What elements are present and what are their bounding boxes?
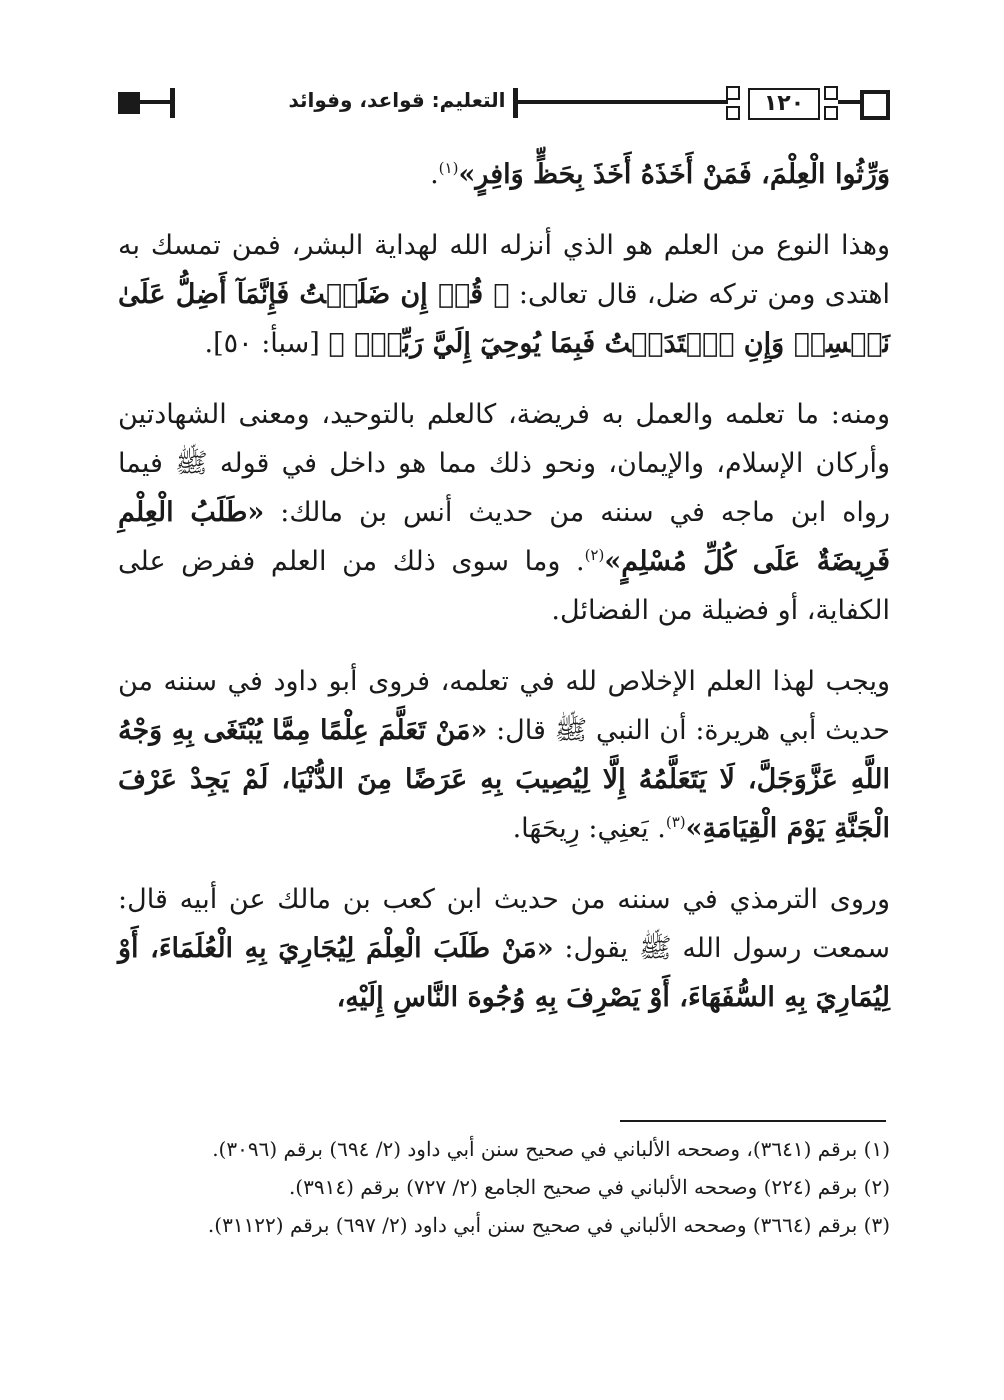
verse-citation: [سبأ: ٥٠]. bbox=[204, 328, 329, 359]
footnote-ref: (١) bbox=[438, 159, 459, 177]
footnote-separator bbox=[620, 1120, 886, 1122]
hadith-quote: وَرِّثُوا الْعِلْمَ، فَمَنْ أَخَذَهُ أَخَذَ بِحَظٍّ وَافِرٍ» bbox=[458, 159, 890, 190]
book-title: التعليم: قواعد، وفوائد bbox=[288, 88, 506, 112]
paragraph-2: وهذا النوع من العلم هو الذي أنزله الله لهداية البشر، فمن تمسك به اهتدى ومن تركه ضل، قال تعالى: ﴿ قُلۡ إِن ضَلَلۡتُ فَإِنَّمَآ أَضِلُّ عَلَىٰ نَفۡسِيۖ وَإِنِ ٱهۡتَدَيۡتُ فَبِمَا يُوحِيٓ إِلَيَّ رَبِّيٓۚ ﴾ [سبأ: ٥٠]. bbox=[118, 230, 890, 359]
paragraph-5: وروى الترمذي في سننه من حديث ابن كعب بن مالك عن أبيه قال: سمعت رسول الله ﷺ يقول: «مَنْ طَلَبَ الْعِلْمَ لِيُجَارِيَ بِهِ الْعُلَمَاءَ، أَوْ لِيُمَارِيَ بِهِ السُّفَهَاءَ، أَوْ يَصْرِفَ بِهِ وُجُوهَ النَّاسِ إِلَيْهِ، bbox=[118, 884, 890, 1013]
header-rule-right bbox=[838, 100, 860, 104]
header-rule-left bbox=[140, 100, 170, 104]
page-number-frame bbox=[726, 84, 838, 124]
footnote-2: (٢) برقم (٢٢٤) وصححه الألباني في صحيح الجامع (٢/ ٧٢٧) برقم (٣٩١٤). bbox=[288, 1175, 890, 1199]
header-left-bar bbox=[170, 88, 175, 118]
footnotes bbox=[118, 1132, 890, 1246]
hadith-quote: «طَلَبُ الْعِلْمِ فَرِيضَةٌ عَلَى كُلِّ مُسْلِمٍ» bbox=[118, 497, 890, 577]
paragraph-3: ومنه: ما تعلمه والعمل به فريضة، كالعلم بالتوحيد، ومعنى الشهادتين وأركان الإسلام، والإيمان، ونحو ذلك مما هو داخل في قوله ﷺ فيما رواه ابن ماجه في سننه من حديث أنس بن مالك: «طَلَبُ الْعِلْمِ فَرِيضَةٌ عَلَى كُلِّ مُسْلِمٍ»$^{(٢)}$. وما سوى ذلك من العلم ففرض على الكفاية، أو فضيلة من الفضائل. bbox=[118, 399, 890, 626]
hadith-quote: «مَنْ طَلَبَ الْعِلْمَ لِيُجَارِيَ بِهِ الْعُلَمَاءَ، أَوْ لِيُمَارِيَ بِهِ السُّفَهَاءَ، أَوْ يَصْرِفَ بِهِ وُجُوهَ النَّاسِ إِلَيْهِ، bbox=[118, 933, 890, 1013]
paragraph-1: وَرِّثُوا الْعِلْمَ، فَمَنْ أَخَذَهُ أَخَذَ بِحَظٍّ وَافِرٍ»$^{(١)}$. bbox=[430, 159, 890, 190]
footnote-1: (١) برقم (٣٦٤١)، وصححه الألباني في صحيح سنن أبي داود (٢/ ٦٩٤) برقم (٣٠٩٦). bbox=[212, 1137, 890, 1161]
page-header bbox=[118, 84, 888, 126]
header-rule-middle bbox=[518, 100, 728, 104]
header-left-block bbox=[118, 92, 140, 114]
paragraph-4: ويجب لهذا العلم الإخلاص لله في تعلمه، فروى أبو داود في سننه من حديث أبي هريرة: أن النبي ﷺ قال: «مَنْ تَعَلَّمَ عِلْمًا مِمَّا يُبْتَغَى بِهِ وَجْهُ اللَّهِ عَزَّوَجَلَّ، لَا يَتَعَلَّمُهُ إِلَّا لِيُصِيبَ بِهِ عَرَضًا مِنَ الدُّنْيَا، لَمْ يَجِدْ عَرْفَ الْجَنَّةِ يَوْمَ الْقِيَامَةِ»$^{(٣)}$. يَعنِي: رِيحَهَا. bbox=[118, 666, 890, 844]
main-text bbox=[118, 150, 890, 1044]
header-right-box bbox=[860, 90, 890, 120]
footnote-3: (٣) برقم (٣٦٦٤) وصححه الألباني في صحيح سنن أبي داود (٢/ ٦٩٧) برقم (٣١١٢٢). bbox=[207, 1213, 890, 1237]
footnote-ref: (٢) bbox=[584, 546, 605, 564]
footnote-ref: (٣) bbox=[665, 813, 686, 831]
page-number: ١٢٠ bbox=[748, 88, 820, 120]
hadith-quote: «مَنْ تَعَلَّمَ عِلْمًا مِمَّا يُبْتَغَى بِهِ وَجْهُ اللَّهِ عَزَّوَجَلَّ، لَا يَتَعَلَّمُهُ إِلَّا لِيُصِيبَ بِهِ عَرَضًا مِنَ الدُّنْيَا، لَمْ يَجِدْ عَرْفَ الْجَنَّةِ يَوْمَ الْقِيَامَةِ» bbox=[118, 715, 890, 844]
quran-verse: ﴿ قُلۡ إِن ضَلَلۡتُ فَإِنَّمَآ أَضِلُّ عَلَىٰ نَفۡسِيۖ وَإِنِ ٱهۡتَدَيۡتُ فَبِمَا يُوحِيٓ إِلَيَّ رَبِّيٓۚ ﴾ bbox=[118, 279, 890, 359]
